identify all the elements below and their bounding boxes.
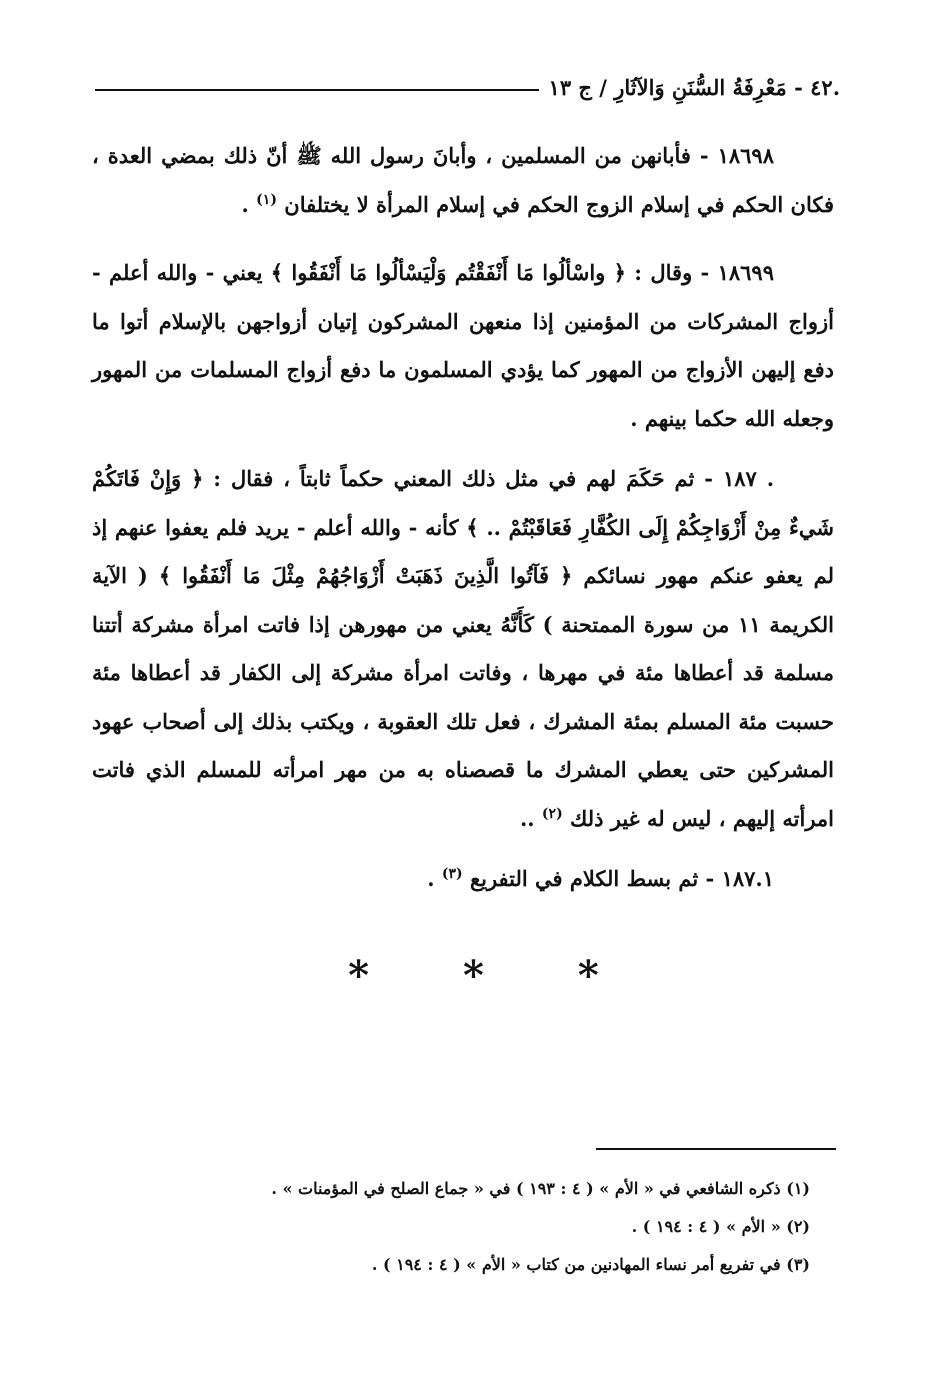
running-head [95,70,840,104]
paragraph-tail: . [427,866,442,891]
running-head-title: .٤٢ - مَعْرِفَةُ السُّنَنِ وَالآثَارِ / ج ١٣ [548,74,840,100]
footnote-2: (٢) « الأم » ( ٤ : ١٩٤ ) . [631,1217,810,1236]
separator-star: * [463,952,484,999]
header-rule [95,89,539,91]
paragraph-text: ١٨٦٩٨ - فأبانهن من المسلمين ، وأبانَ رسول الله ﷺ أنّ ذلك بمضي العدة ، فكان الحكم في إسلام الزوج الحكم في إسلام المرأة لا يختلفان [92,143,834,217]
paragraph-tail: .. [519,805,542,831]
separator-star: * [577,952,599,999]
footnotes [150,1170,810,1284]
footnote-rule [596,1148,836,1150]
paragraph-18699 [92,249,834,443]
main-text [92,132,834,904]
footnote-ref-3: (٣) [441,866,463,882]
footnote-ref-1: (١) [256,191,277,208]
footnote-3: (٣) في تفريع أمر نساء المهادنين من كتاب « الأم » ( ٤ : ١٩٤ ) . [371,1255,810,1274]
paragraph-1870 [92,455,834,843]
footnote-ref-2: (٢) [541,805,563,822]
paragraph-1870-1 [92,855,834,904]
paragraph-text: ١٨٧.١ - ثم بسط الكلام في التفريع [469,866,774,891]
section-separator [0,952,947,999]
paragraph-tail: . [241,191,257,217]
paragraph-text: . ١٨٧ - ثم حَكَمَ لهم في مثل ذلك المعني حكماً ثابتاً ، فقال : ﴿ وَإِنْ فَاتَكُمْ شَيءٌ مِنْ أَزْوَاجِكُمْ إِلَى الكُفَّارِ فَعَاقَبْتُمْ .. ﴾ كأنه - والله أعلم - يريد فلم يعفوا عنهم إذ لم يعفو عنكم مهور نسائكم ﴿ فَآتُوا الَّذِينَ ذَهَبَتْ أَزْوَاجُهُمْ مِثْلَ مَا أَنْفَقُوا ﴾ ( الآية الكريمة ١١ من سورة الممتحنة ) كَأَنَّهُ يعني من مهورهن إذا فاتت امرأة مشركة أتتنا مسلمة قد أعطاها مئة في مهرها ، وفاتت امرأة مشركة إلى الكفار قد أعطاها مئة حسبت مئة المسلم بمئة المشرك ، فعل تلك العقوبة ، ويكتب بذلك إلى أصحاب عهود المشركين حتى يعطي المشرك ما قصصناه به من مهر امرأته للمسلم الذي فاتت امرأته إليهم ، ليس له غير ذلك [92,466,834,831]
separator-star: * [348,952,370,999]
footnote-1: (١) ذكره الشافعي في « الأم » ( ٤ : ١٩٣ ) في « جماع الصلح في المؤمنات » . [271,1179,810,1198]
paragraph-18698 [92,132,834,229]
paragraph-text: ١٨٦٩٩ - وقال : ﴿ واسْألُوا مَا أَنْفَقْتُم وَلْيَسْألُوا مَا أَنْفَقُوا ﴾ يعني - والله أعلم - أزواج المشركات من المؤمنين إذا منعهن المشركون إتيان أزواجهن بالإسلام أتوا ما دفع إليهن الأزواج من المهور كما يؤدي المسلمون ما دفع أزواج المسلمات من المهور وجعله الله حكما بينهم . [92,260,834,431]
